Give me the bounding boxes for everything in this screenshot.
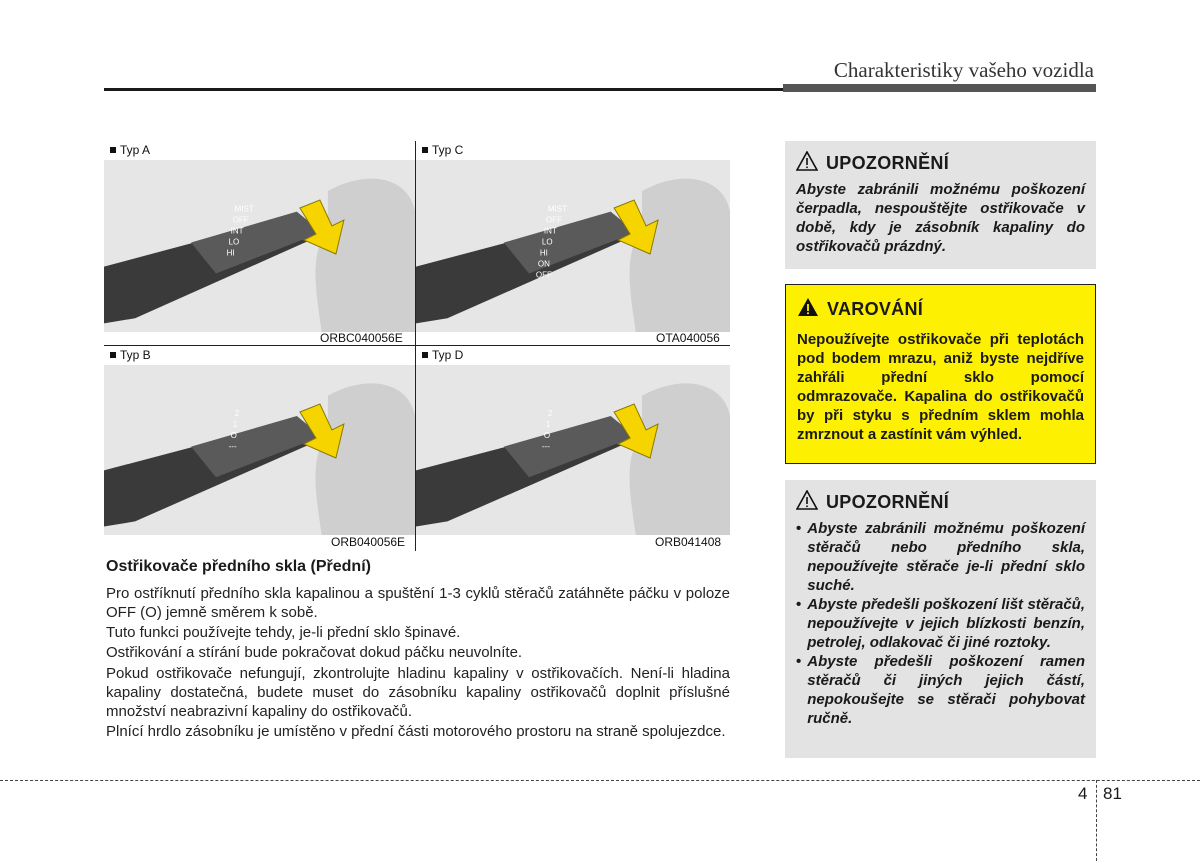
- caution-title-text: UPOZORNĚNÍ: [826, 153, 950, 173]
- bullet-square-icon: [110, 147, 116, 153]
- bullet-square-icon: [422, 147, 428, 153]
- caution-title-2: [796, 490, 1085, 515]
- hand-shape: [315, 179, 415, 332]
- warning-title: [797, 297, 1084, 322]
- hand-shape: [630, 383, 730, 535]
- stalk-position-label: 2: [234, 409, 240, 418]
- stalk-position-label: MIST: [234, 204, 254, 214]
- figure-divider-vertical: [415, 141, 416, 551]
- figure-label-text: Typ B: [120, 348, 151, 362]
- stalk-position-label: O: [230, 431, 237, 440]
- warning-text: Nepoužívejte ostřikovače při teplotách pod bodem mrazu, aniž byste nejdříve zahřáli přední sklo pomocí odmrazovače. Kapalina do ostřikovačů by při styku s předním sklem mohla zmrznout a zastínit vám výhled.: [797, 331, 1084, 443]
- stalk-position-label: OFF: [232, 215, 249, 225]
- stalk-position-label: INT: [230, 226, 244, 236]
- figure-label-typ-b: [110, 348, 151, 362]
- figure-photo-typ-c: [416, 160, 730, 332]
- stalk-position-label: OFF: [535, 270, 552, 280]
- bullet-square-icon: [422, 352, 428, 358]
- caution-bullet-1: • Abyste zabránili možnému poškození stěračů nebo předního skla, nepoužívejte stěrače je-li přední sklo suché.: [796, 520, 1085, 594]
- caution-title-1: [796, 151, 1085, 176]
- caution-title-text: UPOZORNĚNÍ: [826, 492, 950, 512]
- figure-label-typ-a: [110, 143, 150, 157]
- figure-label-text: Typ A: [120, 143, 151, 157]
- stalk-position-label: INT: [543, 226, 557, 236]
- paragraph-1: Pro ostříknutí předního skla kapalinou a spuštění 1-3 cyklů stěračů zatáhněte páčku v poloze OFF (O) jemně směrem k sobě.: [106, 585, 730, 621]
- warning-box: [785, 284, 1096, 464]
- figure-code-typ-d: ORB041408: [655, 535, 722, 549]
- stalk-position-label: OFF: [545, 215, 562, 225]
- stalk-position-label: ON: [537, 259, 550, 269]
- footer-dashed-rule: [0, 780, 1200, 781]
- bullet-square-icon: [110, 352, 116, 358]
- section-heading: Ostřikovače předního skla (Přední): [106, 558, 371, 575]
- figure-photo-typ-b: [104, 365, 415, 535]
- warning-triangle-icon: [797, 297, 819, 322]
- stalk-illustration: [104, 365, 415, 535]
- paragraph-3: Ostřikování a stírání bude pokračovat dokud páčku neuvolníte.: [106, 644, 523, 661]
- figure-code-typ-b: ORB040056E: [331, 535, 406, 549]
- warning-triangle-icon: [796, 151, 818, 176]
- figure-label-text: Typ C: [432, 143, 464, 157]
- figure-code-typ-c: OTA040056: [656, 331, 720, 345]
- caution-box-2: [785, 480, 1096, 758]
- caution-bullet-3: • Abyste předešli poškození ramen stěračů či jiných jejich částí, nepokoušejte se stěrači pohybovat ručně.: [796, 653, 1085, 727]
- stalk-position-label: 1: [545, 420, 551, 429]
- warning-title-text: VAROVÁNÍ: [827, 299, 924, 319]
- stalk-position-label: ---: [228, 442, 237, 451]
- stalk-illustration: [416, 365, 730, 535]
- paragraph-4: Pokud ostřikovače nefungují, zkontrolujte hladinu kapaliny v ostřikovačích. Není-li hladina kapaliny dostatečná, budete muset do zásobníku kapaliny ostřikovačů doplnit příslušné množství neabrazivní kapaliny do ostřikovačů.: [106, 665, 730, 720]
- page-header-title: Charakteristiky vašeho vozidla: [833, 58, 1094, 82]
- stalk-position-label: ---: [541, 442, 550, 451]
- figure-code-typ-a: ORBC040056E: [320, 331, 403, 345]
- hand-shape: [315, 383, 415, 535]
- stalk-position-label: MIST: [547, 204, 567, 214]
- stalk-illustration: [104, 160, 415, 332]
- stalk-position-label: O: [543, 431, 551, 440]
- footer-divider: [1096, 780, 1097, 861]
- stalk-position-label: HI: [226, 248, 235, 258]
- header-rule-accent: [783, 84, 1096, 92]
- paragraph-2: Tuto funkci používejte tehdy, je-li přední sklo špinavé.: [106, 624, 461, 641]
- paragraph-5: Plnící hrdlo zásobníku je umístěno v přední části motorového prostoru na straně spolujezdce.: [106, 723, 726, 740]
- stalk-position-label: 2: [547, 409, 553, 418]
- figure-divider-horizontal: [104, 345, 730, 346]
- figure-label-typ-d: [422, 348, 463, 362]
- page-number: 81: [1103, 784, 1122, 803]
- chapter-number: 4: [1078, 784, 1088, 803]
- stalk-position-label: 1: [232, 420, 238, 429]
- caution-text-1: Abyste zabránili možnému poškození čerpadla, nespouštějte ostřikovače v době, kdy je zásobník kapaliny do ostřikovačů prázdný.: [796, 181, 1085, 255]
- figure-label-typ-c: [422, 143, 463, 157]
- hand-shape: [630, 179, 730, 332]
- figure-photo-typ-d: [416, 365, 730, 535]
- stalk-illustration: [416, 160, 730, 332]
- figure-label-text: Typ D: [432, 348, 464, 362]
- stalk-position-label: LO: [228, 237, 240, 247]
- caution-box-1: [785, 141, 1096, 269]
- caution-bullets: [796, 519, 1085, 728]
- stalk-position-label: HI: [539, 248, 548, 258]
- stalk-position-label: LO: [541, 237, 553, 247]
- warning-triangle-icon: [796, 490, 818, 515]
- figure-photo-typ-a: [104, 160, 415, 332]
- caution-bullet-2: • Abyste předešli poškození lišt stěračů, nepoužívejte v jejich blízkosti benzín, petrolej, odlakovač či jiné roztoky.: [796, 596, 1085, 651]
